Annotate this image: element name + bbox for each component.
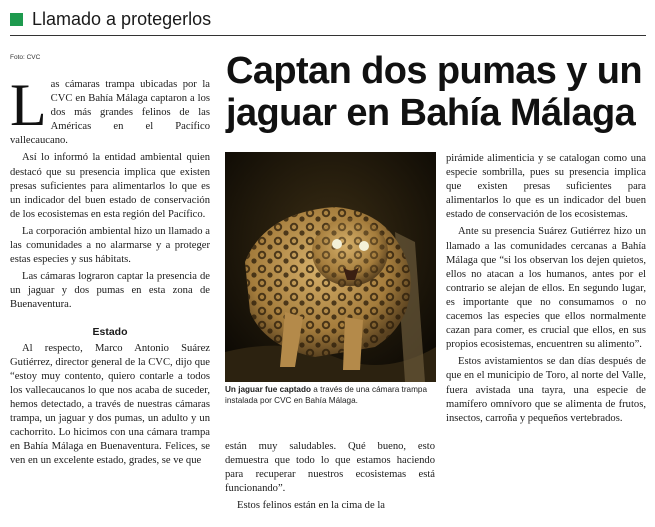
jaguar-image (225, 152, 436, 382)
paragraph: Ante su presencia Suárez Gutiérrez hizo un llamado a las comunidades cercanas a Bahía Málaga que “si los observan los dejen quietos, ellos no atacan a los humanos, antes por el contrario se alejan de ellos. En segundo lugar, es importante que no consumamos o no cacemos las especies que ellos normalmente cazan para comer, es crucial que ellos, en sus propios ecosistemas, encuentren su alimento”. (446, 226, 646, 351)
paragraph: La corporación ambiental hizo un llamado a las comunidades a no alarmarse y a proteger estas especies y sus hábitats. (10, 225, 210, 266)
jaguar-photo (225, 152, 436, 382)
section-title: Llamado a protegerlos (32, 9, 212, 29)
section-header (10, 10, 646, 36)
photo-credit: Foto: CVC (10, 54, 41, 61)
column-1 (10, 72, 210, 471)
paragraph: Estos felinos están en la cima de la (237, 500, 385, 512)
subheading: Estado (92, 325, 128, 338)
paragraph: están muy saludables. Qué bueno, esto demuestra que todo lo que estamos haciendo para recuperar nuestros ecosistemas está funcionando”. (225, 441, 435, 495)
paragraph: Así lo informó la entidad ambiental quien destacó que su presencia implica que existen presas suficientes para alimentarlos lo que es un indicador del buen estado de conservación de los ecosistemas en esta región del Pacífico. (10, 152, 210, 220)
headline: Captan dos pumas y un jaguar en Bahía Málaga (226, 50, 643, 134)
paragraph: Las cámaras lograron captar la presencia de un jaguar y dos pumas en esta zona de Buenaventura. (10, 271, 210, 311)
lead-text: as cámaras trampa ubicadas por la CVC en Bahía Málaga captaron a los dos más grandes felinos de las Américas en el Pacífico vallecaucano. (10, 79, 210, 147)
paragraph: pirámide alimenticia y se catalogan como una especie sombrilla, pues su presencia implica que existen presas suficientes para alimentarlos lo que es un indicador del buen estado de conservación de los ecosistemas. (446, 153, 646, 221)
column-2 (225, 440, 435, 516)
column-3 (446, 152, 646, 429)
section-marker (10, 13, 23, 26)
paragraph: Estos avistamientos se dan días después de que en el municipio de Toro, al norte del Valle, fuera avistada una tayra, una especie de mamífero omnívoro que se alimenta de frutos, insectos, carroña y pequeños vertebrados. (446, 356, 646, 424)
lead-paragraph (10, 72, 210, 148)
drop-cap: L (10, 72, 47, 138)
caption-text: a través de una cámara trampa instalada por CVC en Bahía Málaga. (225, 385, 428, 405)
paragraph: Al respecto, Marco Antonio Suárez Gutiérrez, director general de la CVC, dijo que “estoy muy contento, quiero contarle a todos los vallecaucanos lo que nos acaba de suceder, hemos detectado, a través de nuestras cámaras trampa, un jaguar y dos pumas, un adulto y un cachorrito. Lo hicimos con una cámara trampa en Bahía Málaga en Buenaventura. Felices, se ven en un excelente estado, grades, se ve que (10, 342, 210, 467)
caption-bold: Un jaguar fue captado (225, 385, 311, 394)
photo-caption (225, 385, 436, 406)
